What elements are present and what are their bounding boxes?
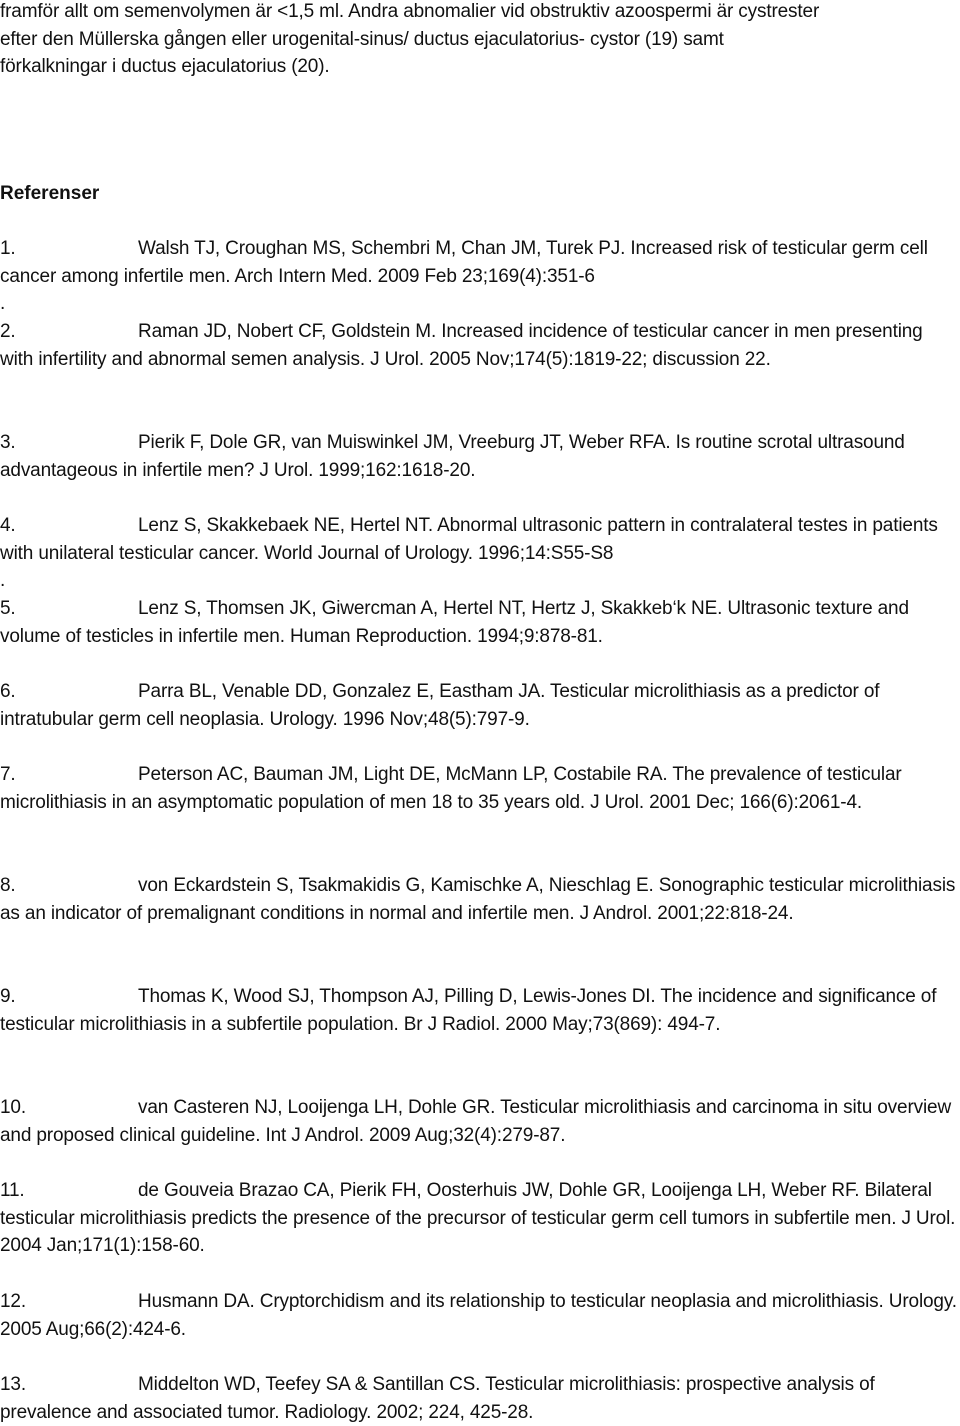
reference-number: 8. xyxy=(0,875,16,896)
reference-authors: Lenz S, Skakkebaek NE, Hertel NT. xyxy=(138,515,433,536)
reference-authors: Lenz S, Thomsen JK, Giwercman A, Hertel NT, Hertz J, Skakkeb‘k NE. xyxy=(138,598,723,619)
reference-number: 4. xyxy=(0,515,16,536)
reference-number: 1. xyxy=(0,238,16,259)
reference-number: 5. xyxy=(0,598,16,619)
reference-title: Cryptorchidism and its relationship to testicular neoplasia and microlithiasis. Urology. 2005 Aug;66(2):424-6. xyxy=(0,1291,957,1340)
reference-item xyxy=(0,761,958,816)
reference-number: 7. xyxy=(0,764,16,785)
reference-item xyxy=(0,512,958,595)
reference-number: 3. xyxy=(0,432,16,453)
reference-authors: Husmann DA. xyxy=(138,1291,255,1312)
reference-title: Testicular microlithiasis: prospective analysis of prevalence and associated tumor. Radiology. 2002; 224, 425-28. xyxy=(0,1374,875,1423)
reference-trail: . xyxy=(0,570,6,592)
reference-item xyxy=(0,1177,958,1260)
reference-title: Sonographic testicular microlithiasis as an indicator of premalignant conditions in normal and infertile men. J Androl. 2001;22:818-24. xyxy=(0,875,956,924)
intro-line: framför allt om semenvolymen är <1,5 ml. Andra abnomalier vid obstruktiv azoospermi är cystrester xyxy=(0,1,820,22)
reference-number: 10. xyxy=(0,1097,26,1118)
reference-title: Testicular microlithiasis and carcinoma in situ overview and proposed clinical guideline. Int J Androl. 2009 Aug;32(4):279-87. xyxy=(0,1097,952,1146)
reference-number: 9. xyxy=(0,986,16,1007)
reference-item xyxy=(0,983,958,1038)
reference-authors: Parra BL, Venable DD, Gonzalez E, Eastham JA. xyxy=(138,681,546,702)
reference-item xyxy=(0,318,958,373)
reference-item xyxy=(0,429,958,484)
reference-number: 12. xyxy=(0,1291,26,1312)
reference-item xyxy=(0,595,958,650)
intro-line: förkalkningar i ductus ejaculatorius (20). xyxy=(0,56,330,78)
intro-paragraph xyxy=(0,0,958,81)
reference-item xyxy=(0,1094,958,1149)
reference-item xyxy=(0,872,958,927)
reference-item xyxy=(0,235,958,318)
reference-authors: de Gouveia Brazao CA, Pierik FH, Oosterhuis JW, Dohle GR, Looijenga LH, Weber RF. xyxy=(138,1180,860,1201)
reference-authors: Thomas K, Wood SJ, Thompson AJ, Pilling D, Lewis-Jones DI. xyxy=(138,986,656,1007)
reference-title: The prevalence of testicular microlithiasis in an asymptomatic population of men 18 to 35 years old. J Urol. 2001 Dec; 166(6):2061-4. xyxy=(0,764,902,813)
reference-authors: Walsh TJ, Croughan MS, Schembri M, Chan JM, Turek PJ. xyxy=(138,238,626,259)
reference-trail: . xyxy=(0,293,6,315)
reference-authors: Peterson AC, Bauman JM, Light DE, McMann LP, Costabile RA. xyxy=(138,764,668,785)
reference-authors: von Eckardstein S, Tsakmakidis G, Kamischke A, Nieschlag E. xyxy=(138,875,654,896)
reference-title: Increased risk of testicular germ cell cancer among infertile men. Arch Intern Med. 2009 Feb 23;169(4):351-6 xyxy=(0,238,928,287)
reference-title: Increased incidence of testicular cancer in men presenting with infertility and abnormal semen analysis. J Urol. 2005 Nov;174(5):1819-22; discussion 22. xyxy=(0,321,923,370)
reference-title: The incidence and significance of testicular microlithiasis in a subfertile population. Br J Radiol. 2000 May;73(869): 494-7. xyxy=(0,986,937,1035)
reference-title: Bilateral testicular microlithiasis predicts the presence of the precursor of testicular germ cell tumors in subfertile men. J Urol. 2004 Jan;171(1):158-60. xyxy=(0,1180,956,1257)
reference-number: 13. xyxy=(0,1374,26,1395)
reference-authors: Raman JD, Nobert CF, Goldstein M. xyxy=(138,321,437,342)
reference-number: 11. xyxy=(0,1180,25,1201)
reference-authors: van Casteren NJ, Looijenga LH, Dohle GR. xyxy=(138,1097,496,1118)
reference-item xyxy=(0,1371,958,1426)
reference-authors: Pierik F, Dole GR, van Muiswinkel JM, Vreeburg JT, Weber RFA. xyxy=(138,432,671,453)
reference-item xyxy=(0,1288,958,1343)
reference-number: 2. xyxy=(0,321,16,342)
references-heading: Referenser xyxy=(0,183,100,204)
reference-number: 6. xyxy=(0,681,16,702)
reference-title: Is routine scrotal ultrasound advantageous in infertile men? J Urol. 1999;162:1618-20. xyxy=(0,432,905,481)
intro-line: efter den Müllerska gången eller urogenital-sinus/ ductus ejaculatorius- cystor (19) samt xyxy=(0,28,724,50)
reference-title: Testicular microlithiasis as a predictor of intratubular germ cell neoplasia. Urology. 1996 Nov;48(5):797-9. xyxy=(0,681,880,730)
reference-authors: Middelton WD, Teefey SA & Santillan CS. xyxy=(138,1374,481,1395)
reference-item xyxy=(0,678,958,733)
reference-title: Ultrasonic texture and volume of testicles in infertile men. Human Reproduction. 1994;9:878-81. xyxy=(0,598,909,647)
reference-title: Abnormal ultrasonic pattern in contralateral testes in patients with unilateral testicular cancer. World Journal of Urology. 1996;14:S55-S8 xyxy=(0,515,938,564)
